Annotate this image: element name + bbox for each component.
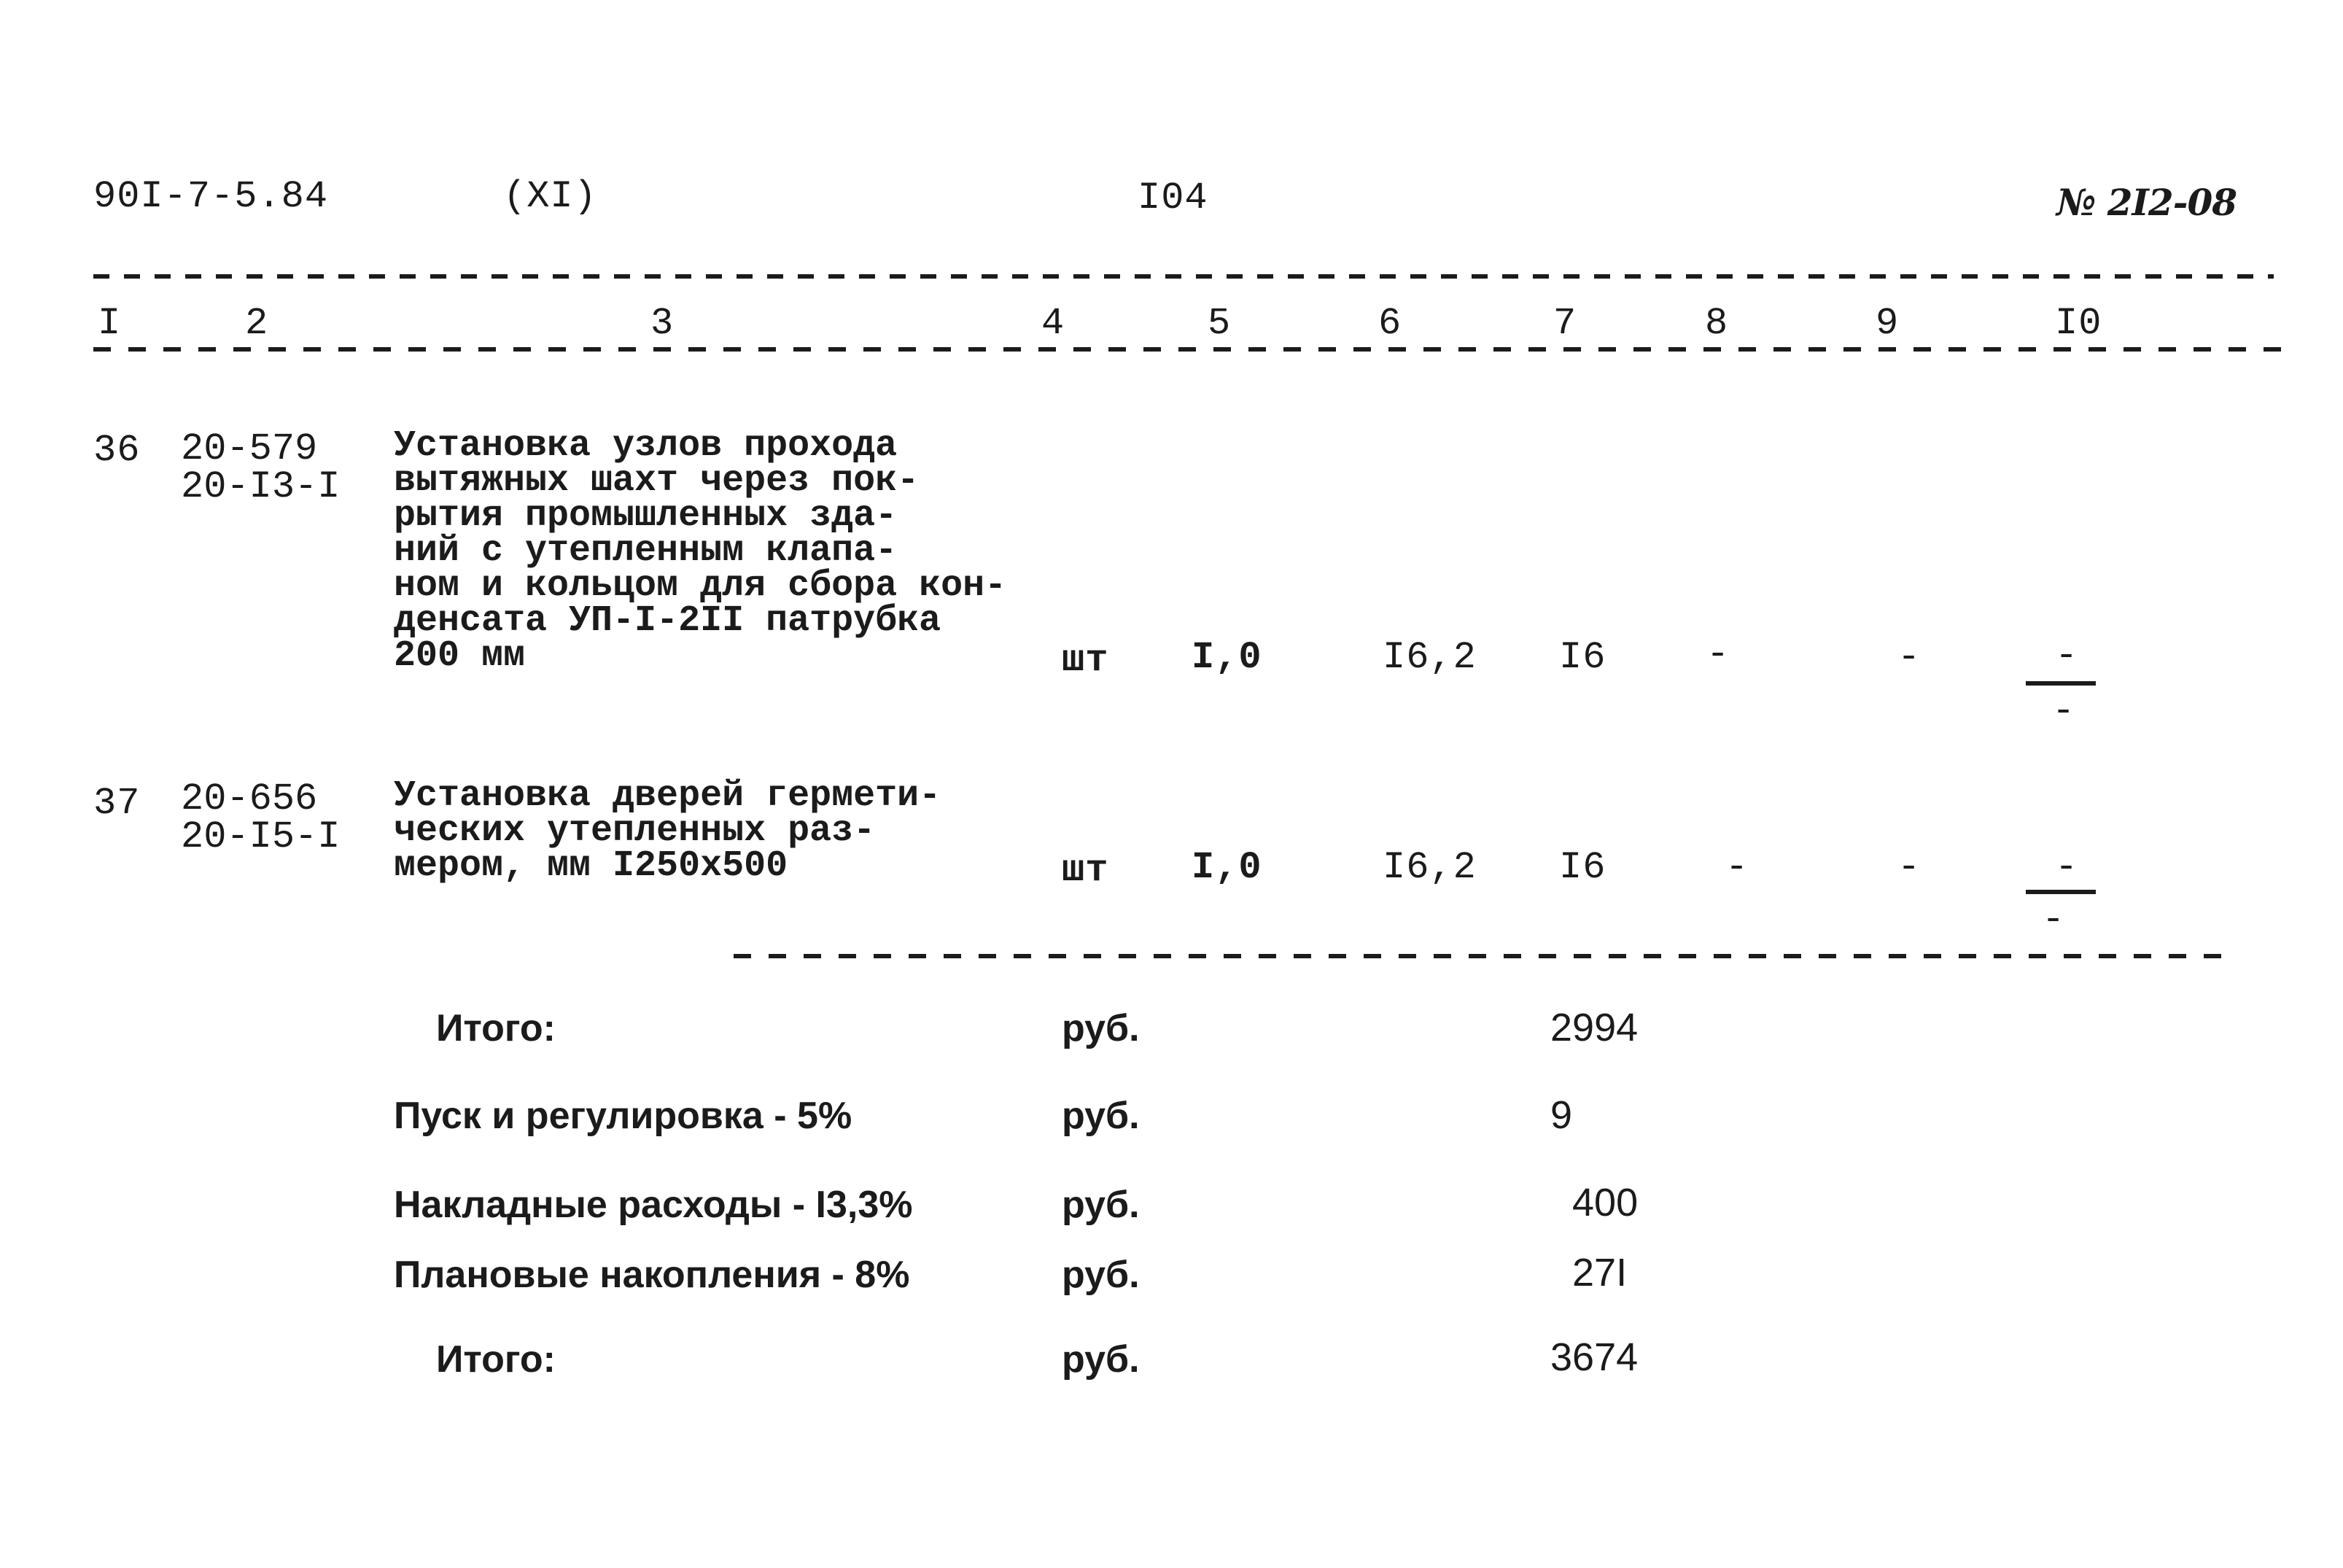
column-number: 6 bbox=[1378, 302, 1402, 345]
summary-label: Плановые накопления - 8% bbox=[394, 1254, 910, 1296]
row-col9: - bbox=[1897, 636, 1922, 679]
summary-label: Пуск и регулировка - 5% bbox=[394, 1095, 852, 1137]
totals-rule bbox=[734, 954, 2230, 958]
column-number-rule bbox=[93, 347, 2281, 352]
row-code: 20-I5-I bbox=[181, 815, 341, 858]
section-label: (XI) bbox=[503, 175, 597, 218]
row-col10-top: - bbox=[2055, 634, 2079, 678]
description-line: ном и кольцом для сбора кон- bbox=[394, 565, 1007, 607]
row-codes bbox=[181, 777, 341, 858]
row-code: 20-656 bbox=[181, 777, 318, 820]
row-unit: шт bbox=[1062, 849, 1109, 892]
summary-label: Итого: bbox=[436, 1007, 556, 1049]
column-number: I0 bbox=[2055, 302, 2102, 345]
summary-unit: руб. bbox=[1062, 1095, 1140, 1137]
row-col8: - bbox=[1725, 846, 1749, 889]
column-number: 9 bbox=[1876, 302, 1900, 345]
row-price: I6,2 bbox=[1383, 636, 1477, 679]
description-line: ний с утепленным клапа- bbox=[394, 530, 898, 572]
row-description bbox=[394, 425, 1007, 677]
row-total: I6 bbox=[1559, 636, 1606, 679]
row-quantity: I,0 bbox=[1192, 636, 1262, 679]
row-description bbox=[394, 775, 941, 887]
description-line: мером, мм I250х500 bbox=[394, 845, 788, 887]
row-codes bbox=[181, 427, 341, 508]
row-total: I6 bbox=[1559, 846, 1606, 889]
row-col8: - bbox=[1706, 633, 1730, 676]
summary-unit: руб. bbox=[1062, 1184, 1140, 1226]
column-number: 8 bbox=[1705, 302, 1729, 345]
description-line: рытия промышленных зда- bbox=[394, 495, 898, 537]
row-col10-bottom: - bbox=[2052, 690, 2076, 733]
row-code: 20-579 bbox=[181, 427, 318, 470]
row-col10-bottom: - bbox=[2042, 899, 2066, 942]
document-code: 90I-7-5.84 bbox=[93, 175, 329, 218]
row-unit: шт bbox=[1062, 639, 1109, 682]
row-col9: - bbox=[1897, 846, 1922, 889]
summary-value: 3674 bbox=[1550, 1335, 1639, 1379]
summary-unit: руб. bbox=[1062, 1007, 1140, 1049]
description-line: вытяжных шахт через пок- bbox=[394, 460, 920, 502]
row-quantity: I,0 bbox=[1192, 846, 1262, 889]
summary-value: 9 bbox=[1550, 1093, 1573, 1137]
summary-value: 2994 bbox=[1550, 1006, 1639, 1049]
description-line: ческих утепленных раз- bbox=[394, 810, 876, 852]
row-col10-top: - bbox=[2055, 846, 2079, 889]
description-line: Установка узлов прохода bbox=[394, 425, 898, 467]
inventory-stamp: № 2I2-08 bbox=[2056, 181, 2237, 224]
summary-unit: руб. bbox=[1062, 1254, 1140, 1296]
summary-value: 27I bbox=[1572, 1251, 1628, 1295]
fraction-bar bbox=[2026, 681, 2096, 686]
column-number: 4 bbox=[1041, 302, 1065, 345]
row-number: 36 bbox=[93, 429, 141, 472]
summary-unit: руб. bbox=[1062, 1338, 1140, 1381]
summary-label: Итого: bbox=[436, 1338, 556, 1381]
column-number: 5 bbox=[1208, 302, 1232, 345]
summary-label: Накладные расходы - I3,3% bbox=[394, 1184, 913, 1226]
description-line: Установка дверей гермети- bbox=[394, 775, 941, 817]
column-number: I bbox=[98, 302, 122, 345]
page-number: I04 bbox=[1138, 176, 1208, 220]
description-line: денсата УП-I-2II патрубка bbox=[394, 600, 941, 642]
row-price: I6,2 bbox=[1383, 846, 1477, 889]
row-code: 20-I3-I bbox=[181, 465, 341, 508]
column-number: 2 bbox=[245, 302, 269, 345]
column-number: 3 bbox=[650, 302, 675, 345]
description-line: 200 мм bbox=[394, 635, 526, 677]
row-number: 37 bbox=[93, 782, 141, 825]
top-rule bbox=[93, 274, 2274, 279]
summary-value: 400 bbox=[1572, 1181, 1639, 1224]
column-number: 7 bbox=[1553, 302, 1577, 345]
fraction-bar bbox=[2026, 890, 2096, 894]
